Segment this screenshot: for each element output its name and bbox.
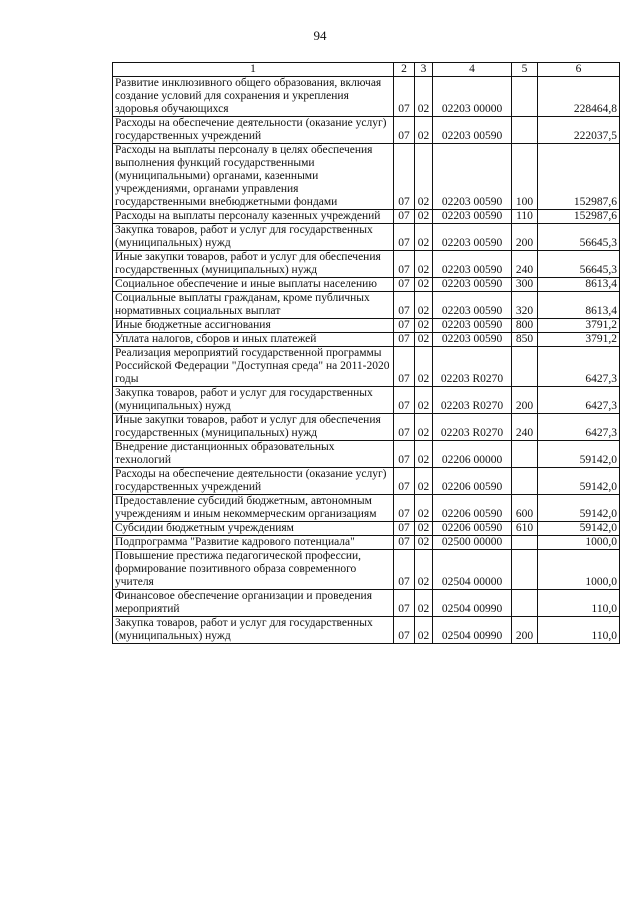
row-subsection: 02 xyxy=(415,441,433,468)
row-expense-type: 320 xyxy=(512,292,538,319)
row-expense-type xyxy=(512,536,538,550)
row-subsection: 02 xyxy=(415,495,433,522)
row-description: Повышение престижа педагогической профессии, формирование позитивного образа современного учителя xyxy=(113,550,394,590)
row-subsection: 02 xyxy=(415,144,433,210)
table-row xyxy=(113,278,620,292)
row-amount: 56645,3 xyxy=(538,251,620,278)
row-description: Расходы на выплаты персоналу казенных учреждений xyxy=(113,210,394,224)
row-section: 07 xyxy=(394,333,415,347)
table-row xyxy=(113,333,620,347)
row-section: 07 xyxy=(394,210,415,224)
row-section: 07 xyxy=(394,590,415,617)
row-amount: 8613,4 xyxy=(538,292,620,319)
row-target-code: 02504 00990 xyxy=(433,617,512,644)
row-expense-type: 300 xyxy=(512,278,538,292)
row-section: 07 xyxy=(394,441,415,468)
table-row xyxy=(113,347,620,387)
row-target-code: 02500 00000 xyxy=(433,536,512,550)
row-subsection: 02 xyxy=(415,590,433,617)
table-row xyxy=(113,536,620,550)
row-subsection: 02 xyxy=(415,550,433,590)
row-target-code: 02203 00590 xyxy=(433,333,512,347)
row-expense-type: 100 xyxy=(512,144,538,210)
table-row xyxy=(113,77,620,117)
table-row xyxy=(113,522,620,536)
row-amount: 110,0 xyxy=(538,617,620,644)
row-subsection: 02 xyxy=(415,77,433,117)
row-expense-type: 850 xyxy=(512,333,538,347)
row-target-code: 02203 00590 xyxy=(433,292,512,319)
row-subsection: 02 xyxy=(415,117,433,144)
table-row xyxy=(113,224,620,251)
row-amount: 228464,8 xyxy=(538,77,620,117)
row-section: 07 xyxy=(394,292,415,319)
row-target-code: 02504 00990 xyxy=(433,590,512,617)
row-expense-type xyxy=(512,550,538,590)
row-amount: 59142,0 xyxy=(538,441,620,468)
table-row xyxy=(113,468,620,495)
row-section: 07 xyxy=(394,144,415,210)
row-amount: 59142,0 xyxy=(538,495,620,522)
row-amount: 8613,4 xyxy=(538,278,620,292)
row-section: 07 xyxy=(394,495,415,522)
row-target-code: 02206 00590 xyxy=(433,468,512,495)
row-description: Закупка товаров, работ и услуг для государственных (муниципальных) нужд xyxy=(113,387,394,414)
row-section: 07 xyxy=(394,224,415,251)
row-subsection: 02 xyxy=(415,319,433,333)
row-target-code: 02203 00590 xyxy=(433,144,512,210)
row-target-code: 02203 00590 xyxy=(433,278,512,292)
row-amount: 3791,2 xyxy=(538,319,620,333)
table-row xyxy=(113,117,620,144)
row-expense-type: 240 xyxy=(512,251,538,278)
row-subsection: 02 xyxy=(415,347,433,387)
row-section: 07 xyxy=(394,251,415,278)
row-target-code: 02203 00590 xyxy=(433,210,512,224)
row-target-code: 02206 00000 xyxy=(433,441,512,468)
row-amount: 6427,3 xyxy=(538,387,620,414)
table-row xyxy=(113,319,620,333)
row-target-code: 02203 00590 xyxy=(433,117,512,144)
row-description: Подпрограмма "Развитие кадрового потенциала" xyxy=(113,536,394,550)
row-description: Закупка товаров, работ и услуг для государственных (муниципальных) нужд xyxy=(113,617,394,644)
table-row xyxy=(113,590,620,617)
row-subsection: 02 xyxy=(415,468,433,495)
table-row xyxy=(113,495,620,522)
page-number: 94 xyxy=(313,28,327,43)
row-description: Закупка товаров, работ и услуг для государственных (муниципальных) нужд xyxy=(113,224,394,251)
row-expense-type: 600 xyxy=(512,495,538,522)
row-target-code: 02203 00590 xyxy=(433,319,512,333)
row-subsection: 02 xyxy=(415,292,433,319)
row-description: Развитие инклюзивного общего образования, включая создание условий для сохранения и укрепления здоровья обучающихся xyxy=(113,77,394,117)
column-header: 6 xyxy=(538,63,620,77)
table-row xyxy=(113,292,620,319)
row-target-code: 02203 R0270 xyxy=(433,387,512,414)
table-row xyxy=(113,387,620,414)
row-amount: 3791,2 xyxy=(538,333,620,347)
row-subsection: 02 xyxy=(415,210,433,224)
row-amount: 56645,3 xyxy=(538,224,620,251)
row-description: Предоставление субсидий бюджетным, автономным учреждениям и иным некоммерческим организациям xyxy=(113,495,394,522)
table-row xyxy=(113,144,620,210)
row-target-code: 02504 00000 xyxy=(433,550,512,590)
column-header: 4 xyxy=(433,63,512,77)
row-amount: 152987,6 xyxy=(538,210,620,224)
row-expense-type xyxy=(512,441,538,468)
row-section: 07 xyxy=(394,77,415,117)
row-subsection: 02 xyxy=(415,617,433,644)
row-description: Социальные выплаты гражданам, кроме публичных нормативных социальных выплат xyxy=(113,292,394,319)
row-description: Расходы на выплаты персоналу в целях обеспечения выполнения функций государственными (муниципальными) органами, казенными учреждениями, органами управления государственными внебюджетными фондами xyxy=(113,144,394,210)
row-amount: 222037,5 xyxy=(538,117,620,144)
table-body xyxy=(113,63,620,644)
row-description: Финансовое обеспечение организации и проведения мероприятий xyxy=(113,590,394,617)
row-subsection: 02 xyxy=(415,414,433,441)
row-section: 07 xyxy=(394,278,415,292)
row-amount: 152987,6 xyxy=(538,144,620,210)
row-target-code: 02206 00590 xyxy=(433,495,512,522)
column-header: 2 xyxy=(394,63,415,77)
row-amount: 1000,0 xyxy=(538,536,620,550)
row-expense-type: 800 xyxy=(512,319,538,333)
row-expense-type xyxy=(512,468,538,495)
row-expense-type xyxy=(512,117,538,144)
row-description: Расходы на обеспечение деятельности (оказание услуг) государственных учреждений xyxy=(113,117,394,144)
row-description: Уплата налогов, сборов и иных платежей xyxy=(113,333,394,347)
row-expense-type: 610 xyxy=(512,522,538,536)
table-row xyxy=(113,210,620,224)
row-expense-type xyxy=(512,77,538,117)
row-amount: 110,0 xyxy=(538,590,620,617)
row-section: 07 xyxy=(394,536,415,550)
row-expense-type xyxy=(512,590,538,617)
row-target-code: 02203 R0270 xyxy=(433,347,512,387)
column-header: 5 xyxy=(512,63,538,77)
row-subsection: 02 xyxy=(415,251,433,278)
row-description: Иные закупки товаров, работ и услуг для обеспечения государственных (муниципальных) нужд xyxy=(113,251,394,278)
table-row xyxy=(113,251,620,278)
row-subsection: 02 xyxy=(415,224,433,251)
row-expense-type: 200 xyxy=(512,224,538,251)
budget-table xyxy=(112,62,620,644)
row-target-code: 02203 00000 xyxy=(433,77,512,117)
table-row xyxy=(113,550,620,590)
row-description: Социальное обеспечение и иные выплаты населению xyxy=(113,278,394,292)
table-row xyxy=(113,617,620,644)
row-amount: 59142,0 xyxy=(538,468,620,495)
row-description: Иные бюджетные ассигнования xyxy=(113,319,394,333)
row-subsection: 02 xyxy=(415,333,433,347)
row-section: 07 xyxy=(394,522,415,536)
row-expense-type: 200 xyxy=(512,387,538,414)
row-description: Иные закупки товаров, работ и услуг для обеспечения государственных (муниципальных) нужд xyxy=(113,414,394,441)
row-subsection: 02 xyxy=(415,278,433,292)
row-subsection: 02 xyxy=(415,536,433,550)
table-row xyxy=(113,441,620,468)
row-target-code: 02203 00590 xyxy=(433,251,512,278)
row-section: 07 xyxy=(394,387,415,414)
row-expense-type: 240 xyxy=(512,414,538,441)
row-target-code: 02206 00590 xyxy=(433,522,512,536)
row-amount: 59142,0 xyxy=(538,522,620,536)
column-header-row xyxy=(113,63,620,77)
row-expense-type: 110 xyxy=(512,210,538,224)
row-subsection: 02 xyxy=(415,387,433,414)
row-description: Субсидии бюджетным учреждениям xyxy=(113,522,394,536)
row-section: 07 xyxy=(394,617,415,644)
row-description: Реализация мероприятий государственной программы Российской Федерации "Доступная среда" на 2011-2020 годы xyxy=(113,347,394,387)
row-amount: 6427,3 xyxy=(538,347,620,387)
column-header: 1 xyxy=(113,63,394,77)
row-section: 07 xyxy=(394,319,415,333)
row-section: 07 xyxy=(394,347,415,387)
table-row xyxy=(113,414,620,441)
row-section: 07 xyxy=(394,468,415,495)
row-target-code: 02203 R0270 xyxy=(433,414,512,441)
row-description: Внедрение дистанционных образовательных технологий xyxy=(113,441,394,468)
row-section: 07 xyxy=(394,414,415,441)
row-target-code: 02203 00590 xyxy=(433,224,512,251)
row-amount: 6427,3 xyxy=(538,414,620,441)
row-description: Расходы на обеспечение деятельности (оказание услуг) государственных учреждений xyxy=(113,468,394,495)
row-subsection: 02 xyxy=(415,522,433,536)
row-section: 07 xyxy=(394,117,415,144)
column-header: 3 xyxy=(415,63,433,77)
row-expense-type xyxy=(512,347,538,387)
row-amount: 1000,0 xyxy=(538,550,620,590)
row-expense-type: 200 xyxy=(512,617,538,644)
row-section: 07 xyxy=(394,550,415,590)
